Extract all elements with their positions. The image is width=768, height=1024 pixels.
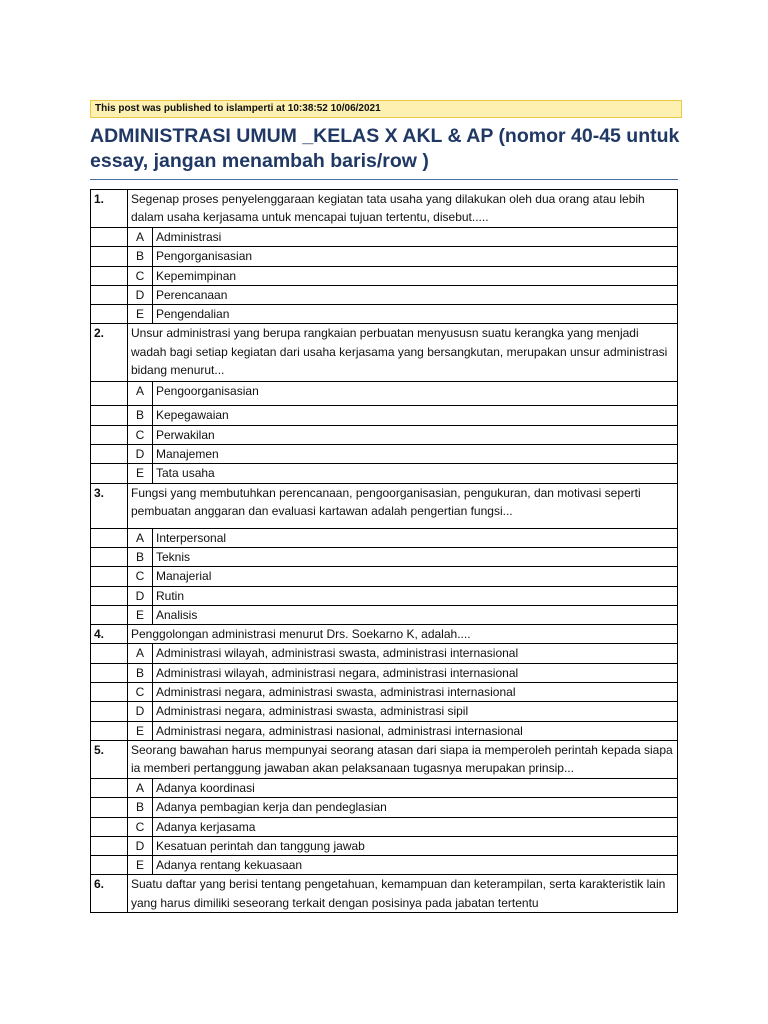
- option-row: [91, 644, 678, 663]
- option-spacer: [91, 721, 128, 740]
- option-spacer: [91, 247, 128, 266]
- option-letter: D: [128, 586, 153, 605]
- option-letter: C: [128, 817, 153, 836]
- question-number: 6.: [91, 875, 128, 913]
- option-spacer: [91, 285, 128, 304]
- option-spacer: [91, 445, 128, 464]
- question-text: Fungsi yang membutuhkan perencanaan, pengoorganisasian, pengukuran, dan motivasi seperti pembuatan anggaran dan evaluasi kartawan adalah pengertian fungsi...: [128, 483, 678, 528]
- option-spacer: [91, 798, 128, 817]
- question-row: [91, 190, 678, 228]
- question-text: Unsur administrasi yang berupa rangkaian perbuatan menyususn suatu kerangka yang menjadi wadah bagi setiap kegiatan dari usaha kerjasama yang bersangkutan, merupakan unsur administrasi bidang menurut...: [128, 324, 678, 382]
- option-spacer: [91, 817, 128, 836]
- option-spacer: [91, 547, 128, 566]
- question-table-body: [91, 190, 678, 913]
- question-row: [91, 324, 678, 382]
- option-row: [91, 445, 678, 464]
- page-title: ADMINISTRASI UMUM _KELAS X AKL & AP (nomor 40-45 untuk essay, jangan menambah baris/row ): [90, 125, 680, 172]
- question-row: [91, 875, 678, 913]
- option-text: Teknis: [153, 547, 678, 566]
- option-letter: E: [128, 305, 153, 324]
- option-letter: A: [128, 228, 153, 247]
- option-letter: E: [128, 464, 153, 483]
- option-letter: E: [128, 605, 153, 624]
- option-row: [91, 605, 678, 624]
- option-letter: C: [128, 425, 153, 444]
- option-text: Kesatuan perintah dan tanggung jawab: [153, 836, 678, 855]
- option-row: [91, 547, 678, 566]
- option-row: [91, 836, 678, 855]
- option-row: [91, 406, 678, 425]
- option-row: [91, 702, 678, 721]
- option-text: Pengorganisasian: [153, 247, 678, 266]
- publish-notice-text: This post was published to islamperti at 10:38:52 10/06/2021: [95, 103, 381, 114]
- option-letter: A: [128, 778, 153, 797]
- question-row: [91, 483, 678, 528]
- option-letter: B: [128, 663, 153, 682]
- option-letter: D: [128, 702, 153, 721]
- option-spacer: [91, 683, 128, 702]
- option-letter: E: [128, 856, 153, 875]
- publish-notice-bar: [90, 100, 682, 118]
- option-row: [91, 798, 678, 817]
- option-letter: C: [128, 266, 153, 285]
- option-text: Adanya pembagian kerja dan pendeglasian: [153, 798, 678, 817]
- option-row: [91, 663, 678, 682]
- option-letter: D: [128, 285, 153, 304]
- question-text: Suatu daftar yang berisi tentang pengetahuan, kemampuan dan keterampilan, serta karakteristik lain yang harus dimiliki seseorang terkait dengan posisinya pada jabatan tertentu: [128, 875, 678, 913]
- option-text: Pengoorganisasian: [153, 382, 678, 406]
- option-text: Adanya rentang kekuasaan: [153, 856, 678, 875]
- option-row: [91, 247, 678, 266]
- question-row: [91, 740, 678, 778]
- option-letter: B: [128, 798, 153, 817]
- option-spacer: [91, 644, 128, 663]
- question-number: 2.: [91, 324, 128, 382]
- option-row: [91, 586, 678, 605]
- option-text: Administrasi wilayah, administrasi swasta, administrasi internasional: [153, 644, 678, 663]
- option-spacer: [91, 567, 128, 586]
- question-text: Penggolongan administrasi menurut Drs. Soekarno K, adalah....: [128, 625, 678, 644]
- option-text: Administrasi negara, administrasi swasta, administrasi internasional: [153, 683, 678, 702]
- question-number: 3.: [91, 483, 128, 528]
- option-text: Pengendalian: [153, 305, 678, 324]
- option-spacer: [91, 464, 128, 483]
- option-text: Manajerial: [153, 567, 678, 586]
- option-spacer: [91, 528, 128, 547]
- option-letter: A: [128, 528, 153, 547]
- option-row: [91, 528, 678, 547]
- option-spacer: [91, 586, 128, 605]
- option-text: Kepemimpinan: [153, 266, 678, 285]
- option-row: [91, 778, 678, 797]
- question-number: 1.: [91, 190, 128, 228]
- option-spacer: [91, 406, 128, 425]
- option-text: Analisis: [153, 605, 678, 624]
- option-text: Adanya kerjasama: [153, 817, 678, 836]
- option-row: [91, 266, 678, 285]
- option-spacer: [91, 266, 128, 285]
- option-text: Administrasi negara, administrasi swasta, administrasi sipil: [153, 702, 678, 721]
- option-letter: E: [128, 721, 153, 740]
- option-row: [91, 228, 678, 247]
- option-text: Administrasi negara, administrasi nasional, administrasi internasional: [153, 721, 678, 740]
- question-row: [91, 625, 678, 644]
- option-letter: B: [128, 406, 153, 425]
- option-text: Kepegawaian: [153, 406, 678, 425]
- option-spacer: [91, 425, 128, 444]
- option-text: Perencanaan: [153, 285, 678, 304]
- option-text: Manajemen: [153, 445, 678, 464]
- question-number: 5.: [91, 740, 128, 778]
- title-divider: [90, 179, 678, 180]
- option-text: Administrasi: [153, 228, 678, 247]
- option-row: [91, 305, 678, 324]
- option-row: [91, 817, 678, 836]
- option-row: [91, 425, 678, 444]
- option-row: [91, 567, 678, 586]
- option-spacer: [91, 228, 128, 247]
- option-row: [91, 683, 678, 702]
- option-letter: C: [128, 567, 153, 586]
- option-row: [91, 382, 678, 406]
- option-row: [91, 464, 678, 483]
- option-letter: D: [128, 836, 153, 855]
- option-row: [91, 285, 678, 304]
- option-letter: A: [128, 382, 153, 406]
- option-letter: A: [128, 644, 153, 663]
- option-spacer: [91, 702, 128, 721]
- option-spacer: [91, 663, 128, 682]
- option-text: Adanya koordinasi: [153, 778, 678, 797]
- option-text: Rutin: [153, 586, 678, 605]
- option-letter: D: [128, 445, 153, 464]
- option-spacer: [91, 778, 128, 797]
- option-letter: C: [128, 683, 153, 702]
- option-text: Administrasi wilayah, administrasi negara, administrasi internasional: [153, 663, 678, 682]
- question-table: [90, 189, 678, 913]
- option-row: [91, 721, 678, 740]
- question-text: Segenap proses penyelenggaraan kegiatan tata usaha yang dilakukan oleh dua orang atau lebih dalam usaha kerjasama untuk mencapai tujuan tertentu, disebut.....: [128, 190, 678, 228]
- option-letter: B: [128, 547, 153, 566]
- question-text: Seorang bawahan harus mempunyai seorang atasan dari siapa ia memperoleh perintah kepada siapa ia memberi pertanggung jawaban akan pelaksanaan tugasnya merupakan prinsip...: [128, 740, 678, 778]
- option-spacer: [91, 836, 128, 855]
- option-spacer: [91, 856, 128, 875]
- option-row: [91, 856, 678, 875]
- option-letter: B: [128, 247, 153, 266]
- question-number: 4.: [91, 625, 128, 644]
- option-spacer: [91, 605, 128, 624]
- option-text: Interpersonal: [153, 528, 678, 547]
- option-spacer: [91, 305, 128, 324]
- option-spacer: [91, 382, 128, 406]
- option-text: Perwakilan: [153, 425, 678, 444]
- option-text: Tata usaha: [153, 464, 678, 483]
